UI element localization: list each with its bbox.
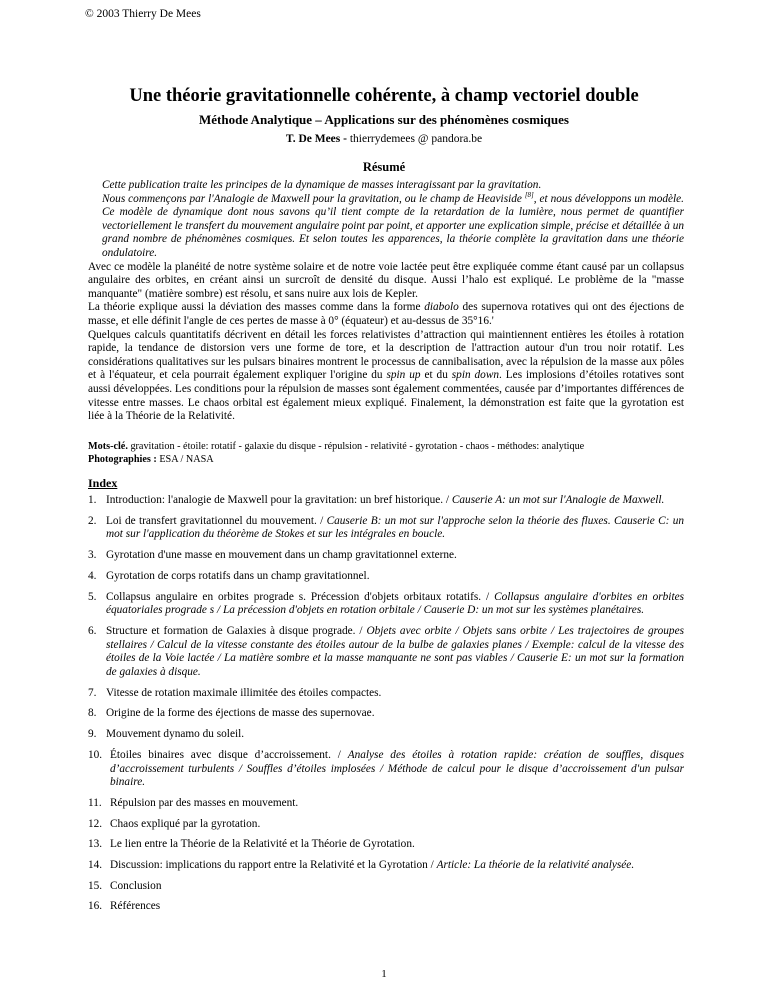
index-heading: Index <box>88 476 118 490</box>
index-item[interactable] <box>88 549 684 563</box>
index-item-number: 13. <box>88 838 103 851</box>
abstract-paragraph-2-italic: diabolo <box>424 301 459 314</box>
abstract-paragraph-3-spin-up: spin up <box>386 369 421 382</box>
abstract <box>88 179 684 424</box>
index-item-number: 15. <box>88 879 103 892</box>
index-item-title: Gyrotation de corps rotatifs dans un champ gravitationnel. <box>106 569 370 582</box>
index-item-number: 9. <box>88 728 97 741</box>
abstract-paragraph-3-c: . Les implosions d’étoiles rotatives sont aussi développées. Les conditions pour la répulsion de masses sont également commentées, causée par d’importantes différences de vitesse entre masses. Le chaos orbital est également mieux expliqué. Finalement, la démonstration est faite que la gyrotation est liée à la Théorie de la Relativité. <box>88 369 685 423</box>
abstract-italic-2-rest: , et nous développons un modèle. Ce modèle de dynamique dont nous savons qu’il tient compte de la retardation de la lumière, nous permet de quantifier vectoriellement le transfert du mouvement angulaire point par point, et apporter une explication simple, précise et détaillée à un grand nombre de phénomènes cosmiques. Et selon toutes les apparences, la théorie complète la gravitation dans une théorie ondulatoire. <box>102 192 684 259</box>
author-email[interactable]: thierrydemees @ pandora.be <box>349 133 483 145</box>
index-item-subtopics: Causerie B: un mot sur l'approche selon la théorie des fluxes. Causerie C: un mot sur l'application du théorème de Stokes et sur les intégrales en boucle. <box>106 514 684 541</box>
index-item-subtopics: Objets avec orbite / Objets sans orbite / Les trajectoires de groupes stellaires / Calcul de la vitesse constante des étoiles autour de la bulbe de galaxies planes / Exemple: calcul de la vitesse des étoiles de la Voie lactée / La matière sombre et la masse manquante ne sont pas viables / Causerie E: un mot sur la formation de galaxies à disque. <box>106 624 684 679</box>
reference-marker: [8] <box>524 190 534 199</box>
index-item-title: Conclusion <box>110 879 162 892</box>
abstract-italic-2 <box>102 190 684 261</box>
index-list <box>88 494 684 921</box>
photographs-label: Photographies : <box>88 453 157 465</box>
index-item[interactable] <box>88 900 684 914</box>
photographs-text: ESA / NASA <box>156 453 214 465</box>
index-item[interactable] <box>88 687 684 701</box>
index-item[interactable] <box>88 494 684 508</box>
abstract-paragraph-2-b: des supernova rotatives qui ont des éjections de masse, et elle définit l'angle de ces pertes de masse à 0° (équateur) et au-dessus de 35°16.' <box>88 301 684 327</box>
index-item-subtopics: Causerie A: un mot sur l'Analogie de Maxwell. <box>451 494 665 506</box>
keywords-label: Mots-clé. <box>88 441 128 452</box>
index-item-number: 12. <box>88 817 103 830</box>
index-item[interactable] <box>88 591 684 618</box>
index-item-title: Mouvement dynamo du soleil. <box>106 728 245 741</box>
paper-subtitle: Méthode Analytique – Applications sur des phénomènes cosmiques <box>199 112 569 127</box>
index-item[interactable] <box>88 570 684 584</box>
author-line <box>0 133 768 145</box>
index-item-title: Discussion: implications du rapport entre la Relativité et la Gyrotation / <box>110 859 437 872</box>
index-item[interactable] <box>88 749 684 790</box>
index-item[interactable] <box>88 707 684 721</box>
index-item-title: Chaos expliqué par la gyrotation. <box>110 817 261 830</box>
abstract-italic-1: Cette publication traite les principes de la dynamique de masses interagissant par la gravitation. <box>102 179 542 191</box>
abstract-heading: Résumé <box>362 160 406 174</box>
index-item[interactable] <box>88 838 684 852</box>
photographs-line <box>88 454 688 467</box>
index-item-number: 16. <box>88 900 103 913</box>
index-item-number: 1. <box>88 494 97 506</box>
index-item-title: Loi de transfert gravitationnel du mouvement. / <box>106 514 327 527</box>
index-item-number: 14. <box>88 859 103 872</box>
index-item-number: 5. <box>88 590 97 603</box>
index-item-title: Introduction: l'analogie de Maxwell pour la gravitation: un bref historique. / <box>106 494 452 506</box>
index-item-number: 10. <box>88 748 103 761</box>
index-item-number: 4. <box>88 569 97 582</box>
keywords-text: gravitation - étoile: rotatif - galaxie du disque - répulsion - relativité - gyrotation - chaos - méthodes: analytique <box>127 441 585 452</box>
index-item[interactable] <box>88 818 684 832</box>
index-item-title: Étoiles binaires avec disque d’accroissement. / <box>110 748 348 761</box>
abstract-paragraph-3-spin-down: spin down <box>451 369 500 382</box>
abstract-paragraph-1: Avec ce modèle la planéité de notre système solaire et de notre voie lactée peut être expliquée comme étant causé par un collapsus angulaire des orbites, en créant ainsi un surcroît de densité du disque. Aussi l’halo est expliqué. Le problème de la "masse manquante" (matière sombre) est résolu, et sans nuire aux lois de Kepler. <box>88 260 684 300</box>
index-item-title: Structure et formation de Galaxies à disque prograde. / <box>106 624 367 637</box>
index-item-title: Références <box>110 900 161 913</box>
index-item-number: 11. <box>88 796 102 809</box>
index-item[interactable] <box>88 859 684 873</box>
author-separator: - <box>340 133 350 145</box>
abstract-paragraph-3-a: Quelques calculs quantitatifs décrivent en détail les forces relativistes d’attraction qui maintiennent entières les étoiles à rotation rapide, la tendance de distorsion vers une forme de tore, et la description de l'attraction autour d'un trou noir rotatif. Les considérations qualitatives sur les pulsars binaires montrent le processus de cannibalisation, avec la répulsion de la masse aux pôles et à l'équateur, et cela pourrait également expliquer l'origine du <box>88 328 684 382</box>
index-item-subtopics: Article: La théorie de la relativité analysée. <box>436 859 635 872</box>
index-item-number: 8. <box>88 707 97 720</box>
index-item-number: 3. <box>88 549 97 562</box>
author-name: T. De Mees <box>285 133 341 145</box>
index-item[interactable] <box>88 880 684 894</box>
index-item-subtopics: Analyse des étoiles à rotation rapide: création de souffles, disques d’accroissement turbulents / Souffles d’étoiles implosées / Méthode de calcul pour le disque d’accroissement d'un pulsar binaire. <box>110 748 684 789</box>
abstract-italic-2-text: Nous commençons par l'Analogie de Maxwell pour la gravitation, ou le champ de Heaviside <box>102 192 525 205</box>
index-item-number: 6. <box>88 624 97 637</box>
page-number: 1 <box>381 968 387 980</box>
abstract-paragraph-2-a: La théorie explique aussi la déviation des masses comme dans la forme <box>88 301 425 314</box>
keywords-block <box>88 441 688 466</box>
index-item-number: 2. <box>88 514 97 527</box>
index-item-number: 7. <box>88 686 97 699</box>
index-item-title: Origine de la forme des éjections de masse des supernovae. <box>106 707 375 720</box>
index-item-title: Répulsion par des masses en mouvement. <box>110 796 299 809</box>
index-item[interactable] <box>88 625 684 680</box>
paper-title: Une théorie gravitationnelle cohérente, à champ vectoriel double <box>129 86 639 106</box>
abstract-paragraph-3-b: et du <box>420 369 452 382</box>
index-item-title: Collapsus angulaire en orbites prograde s. Précession d'objets orbitaux rotatifs. / <box>106 590 495 603</box>
index-item-title: Le lien entre la Théorie de la Relativité et la Théorie de Gyrotation. <box>110 838 415 851</box>
index-item-subtopics: Collapsus angulaire d'orbites en orbites équatoriales prograde s / La précession d'objets en rotation orbitale / Causerie D: un mot sur les systèmes planétaires. <box>106 590 684 617</box>
copyright-notice: © 2003 Thierry De Mees <box>85 8 201 20</box>
abstract-paragraph-2 <box>88 301 684 328</box>
index-item[interactable] <box>88 515 684 542</box>
abstract-paragraph-3 <box>88 329 684 424</box>
index-item-title: Gyrotation d'une masse en mouvement dans un champ gravitationnel externe. <box>106 549 457 562</box>
index-item-title: Vitesse de rotation maximale illimitée des étoiles compactes. <box>106 686 382 699</box>
index-item[interactable] <box>88 728 684 742</box>
index-item[interactable] <box>88 797 684 811</box>
keywords-line <box>88 441 688 454</box>
